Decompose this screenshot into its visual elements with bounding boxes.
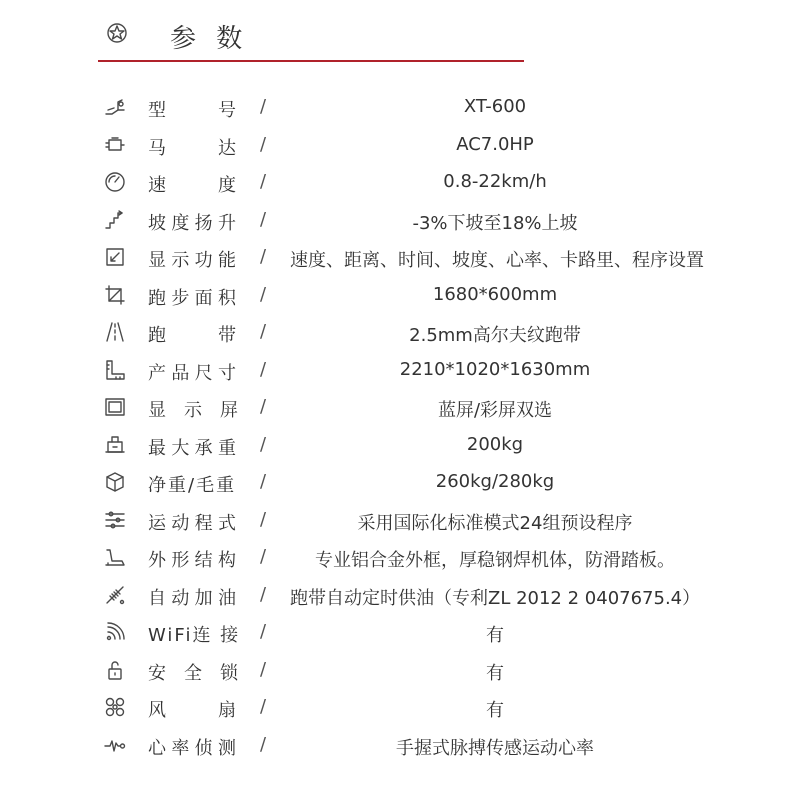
incline-stairs-icon (104, 209, 126, 231)
spec-separator: / (260, 246, 267, 267)
spec-separator: / (260, 621, 267, 642)
spec-value: 1680*600mm (432, 283, 558, 305)
spec-separator: / (260, 396, 267, 417)
treadmill-icon (104, 96, 126, 118)
spec-value: AC7.0HP (456, 133, 534, 155)
spec-label: 坡度扬升 (148, 212, 236, 234)
sliders-program-icon (104, 509, 126, 531)
spec-value: 跑带自动定时供油（专利ZL 2012 2 0407675.4） (290, 587, 701, 609)
lock-icon (104, 659, 126, 681)
area-crop-icon (104, 284, 126, 306)
spec-separator: / (260, 96, 267, 117)
spec-separator: / (260, 208, 267, 230)
spec-row-max-load (0, 426, 790, 463)
heart-rate-icon (104, 734, 126, 756)
spec-separator: / (260, 358, 267, 380)
spec-label: 外形结构 (148, 550, 236, 571)
spec-row-motor (0, 126, 790, 163)
spec-label: 安 全 锁 (148, 662, 238, 684)
spec-value: 有 (486, 662, 504, 684)
wifi-icon (104, 621, 126, 643)
section-header (98, 14, 524, 62)
spec-label: 跑步面积 (148, 287, 236, 309)
frame-structure-icon (104, 546, 126, 568)
spec-label: WiFi连 接 (148, 625, 241, 646)
spec-value: XT-600 (463, 96, 527, 117)
spec-separator: / (260, 546, 267, 567)
spec-row-display (0, 238, 790, 275)
spec-label: 自动加油 (148, 587, 236, 609)
spec-value: 有 (486, 700, 504, 721)
spec-value: 260kg/280kg (435, 471, 555, 492)
spec-value: 采用国际化标准模式24组预设程序 (357, 512, 633, 534)
spec-row-running-area (0, 276, 790, 313)
spec-row-heart-rate (0, 726, 790, 763)
spec-row-wifi (0, 613, 790, 650)
weight-load-icon (104, 434, 126, 456)
motor-icon (104, 134, 126, 156)
spec-separator: / (260, 658, 267, 680)
star-badge-icon (106, 22, 128, 44)
spec-row-belt (0, 313, 790, 350)
spec-row-incline (0, 201, 790, 238)
spec-label: 最大承重 (148, 437, 236, 459)
spec-label: 型 号 (148, 100, 236, 121)
spec-row-fan (0, 688, 790, 725)
ruler-size-icon (104, 359, 126, 381)
spec-label: 净重/毛重 (148, 475, 237, 496)
spec-row-safety-lock (0, 651, 790, 688)
screen-icon (104, 396, 126, 418)
spec-label: 速 度 (148, 175, 236, 196)
spec-value: -3%下坡至18%上坡 (412, 212, 578, 234)
spec-value: 2.5mm高尔夫纹跑带 (409, 325, 581, 346)
spec-separator: / (260, 733, 267, 755)
spec-label: 显 示 屏 (148, 400, 238, 421)
spec-value: 0.8-22km/h (443, 171, 547, 192)
spec-separator: / (260, 171, 267, 192)
box-weight-icon (104, 471, 126, 493)
spec-label: 心率侦测 (148, 737, 236, 759)
spec-row-structure (0, 538, 790, 575)
spec-separator: / (260, 508, 267, 530)
spec-value: 专业铝合金外框，厚稳钢焊机体，防滑踏板。 (315, 550, 675, 571)
spec-separator: / (260, 133, 267, 155)
page-title: 参 数 (170, 24, 249, 54)
spec-label: 马 达 (148, 137, 236, 159)
spec-label: 显示功能 (148, 250, 236, 271)
oil-spring-icon (104, 584, 126, 606)
speedometer-icon (104, 171, 126, 193)
spec-separator: / (260, 321, 267, 342)
running-belt-icon (104, 321, 126, 343)
spec-separator: / (260, 583, 267, 605)
fan-icon (104, 696, 126, 718)
spec-value: 手握式脉搏传感运动心率 (396, 737, 594, 759)
spec-row-speed (0, 163, 790, 200)
spec-value: 2210*1020*1630mm (399, 358, 591, 380)
spec-separator: / (260, 696, 267, 717)
header-divider (98, 60, 524, 62)
spec-label: 产品尺寸 (148, 362, 236, 384)
spec-row-model (0, 88, 790, 125)
spec-value: 蓝屏/彩屏双选 (437, 400, 553, 421)
spec-label: 风 扇 (148, 700, 236, 721)
spec-separator: / (260, 433, 267, 455)
spec-row-screen (0, 388, 790, 425)
display-function-icon (104, 246, 126, 268)
spec-label: 运动程式 (148, 512, 236, 534)
spec-value: 有 (486, 625, 504, 646)
spec-row-auto-oil (0, 576, 790, 613)
spec-separator: / (260, 471, 267, 492)
spec-label: 跑 带 (148, 325, 236, 346)
spec-separator: / (260, 283, 267, 305)
spec-value: 200kg (466, 433, 524, 455)
spec-row-programs (0, 501, 790, 538)
spec-value: 速度、距离、时间、坡度、心率、卡路里、程序设置 (290, 250, 704, 271)
spec-row-dimensions (0, 351, 790, 388)
spec-row-weight (0, 463, 790, 500)
